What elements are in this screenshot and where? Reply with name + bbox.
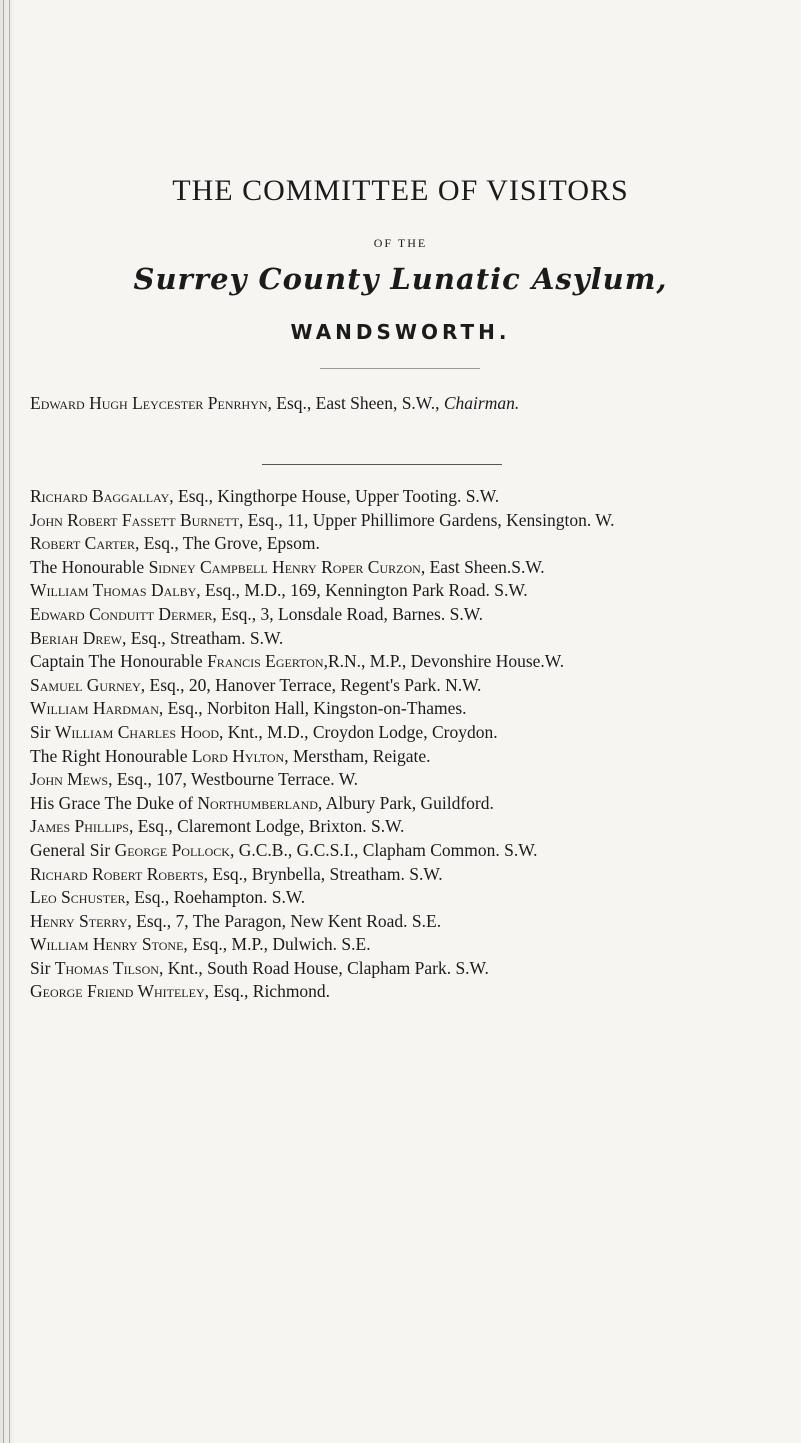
member-address: ,R.N., M.P., Devonshire House.W.: [323, 651, 565, 672]
member-prefix: Sir: [30, 957, 55, 978]
member-name: Thomas Tilson: [54, 957, 159, 978]
divider-rule: [320, 368, 480, 369]
member-entry: [30, 792, 790, 816]
member-name: William Charles Hood: [54, 721, 220, 742]
member-name: George Friend Whiteley: [30, 981, 205, 1002]
member-entry: [30, 839, 790, 863]
member-prefix: Captain The Honourable: [30, 651, 208, 672]
member-name: Beriah Drew: [30, 627, 123, 648]
member-entry: [30, 933, 790, 957]
member-entry: [30, 721, 790, 745]
member-address: , Esq., Brynbella, Streatham. S.W.: [203, 863, 443, 884]
member-name: William Henry Stone: [30, 934, 184, 955]
member-name: Henry Sterry: [30, 910, 128, 931]
member-address: , Esq., 7, The Paragon, New Kent Road. S.E.: [127, 910, 442, 931]
member-address: , Esq., 20, Hanover Terrace, Regent's Park. N.W.: [140, 674, 482, 695]
member-address: , Esq., Richmond.: [204, 981, 331, 1002]
divider-rule: [262, 464, 502, 465]
member-entry: [30, 815, 790, 839]
member-name: Richard Robert Roberts: [30, 863, 204, 884]
member-entry: [30, 556, 790, 580]
member-address: , Esq., M.D., 169, Kennington Park Road. S.W.: [196, 580, 528, 601]
of-the-line: OF THE: [373, 236, 428, 250]
member-entry: [30, 579, 790, 603]
member-entry: [30, 603, 790, 627]
member-entry: [30, 745, 790, 769]
member-address: , Esq., 11, Upper Phillimore Gardens, Kensington. W.: [238, 509, 615, 530]
member-entry: [30, 509, 790, 533]
member-address: , Esq., Streatham. S.W.: [122, 627, 284, 648]
member-entry: [30, 650, 790, 674]
member-name: John Mews: [30, 769, 109, 790]
member-address: , G.C.B., G.C.S.I., Clapham Common. S.W.: [229, 839, 538, 860]
chairman-address: , Esq., East Sheen, S.W.,: [267, 393, 444, 413]
member-address: , Esq., The Grove, Epsom.: [134, 533, 320, 554]
member-address: , Esq., Claremont Lodge, Brixton. S.W.: [128, 816, 405, 837]
member-address: , Albury Park, Guildford.: [317, 792, 494, 813]
member-name: John Robert Fassett Burnett: [30, 509, 239, 530]
member-address: , Esq., 3, Lonsdale Road, Barnes. S.W.: [212, 603, 483, 624]
chairman-role: Chairman.: [443, 393, 520, 413]
member-name: Leo Schuster: [30, 887, 126, 908]
member-name: Samuel Gurney: [30, 674, 141, 695]
member-address: , East Sheen.S.W.: [420, 556, 545, 577]
member-address: , Merstham, Reigate.: [284, 745, 431, 766]
institution-name: Surrey County Lunatic Asylum,: [133, 262, 668, 296]
member-name: William Thomas Dalby: [30, 580, 197, 601]
member-entry: [30, 532, 790, 556]
member-prefix: The Right Honourable: [30, 745, 192, 766]
member-address: , Esq., Roehampton. S.W.: [125, 887, 306, 908]
member-entry: [30, 627, 790, 651]
member-entry: [30, 957, 790, 981]
member-prefix: General Sir: [30, 839, 115, 860]
member-name: James Phillips: [30, 816, 129, 837]
member-address: , Knt., M.D., Croydon Lodge, Croydon.: [219, 721, 498, 742]
committee-title: THE COMMITTEE OF VISITORS: [172, 174, 629, 207]
member-entry: [30, 674, 790, 698]
member-name: George Pollock: [114, 839, 230, 860]
member-entry: [30, 980, 790, 1004]
member-address: , Knt., South Road House, Clapham Park. S.W.: [158, 957, 489, 978]
member-address: , Esq., Norbiton Hall, Kingston-on-Thames.: [158, 698, 467, 719]
members-list: [30, 485, 790, 1004]
member-name: Francis Egerton: [207, 651, 324, 672]
member-entry: [30, 697, 790, 721]
member-address: , Esq., 107, Westbourne Terrace. W.: [108, 769, 359, 790]
chairman-entry: [30, 393, 519, 414]
member-address: , Esq., Kingthorpe House, Upper Tooting. S.W.: [169, 486, 500, 506]
member-name: Edward Conduitt Dermer: [30, 603, 213, 624]
member-prefix: Sir: [30, 721, 55, 742]
member-entry: [30, 485, 790, 509]
place-name: WANDSWORTH.: [290, 320, 511, 344]
member-name: William Hardman: [30, 698, 159, 719]
member-address: , Esq., M.P., Dulwich. S.E.: [183, 934, 371, 955]
member-prefix: His Grace The Duke of: [30, 792, 198, 813]
member-entry: [30, 910, 790, 934]
chairman-name: Edward Hugh Leycester Penrhyn: [30, 393, 268, 413]
member-name: Robert Carter: [30, 533, 135, 554]
member-entry: [30, 768, 790, 792]
member-entry: [30, 886, 790, 910]
member-prefix: The Honourable: [30, 556, 149, 577]
member-name: Lord Hylton: [191, 745, 285, 766]
member-name: Northumberland: [197, 792, 318, 813]
member-name: Sidney Campbell Henry Roper Curzon: [148, 556, 421, 577]
member-name: Richard Baggallay: [30, 486, 170, 506]
member-entry: [30, 863, 790, 887]
